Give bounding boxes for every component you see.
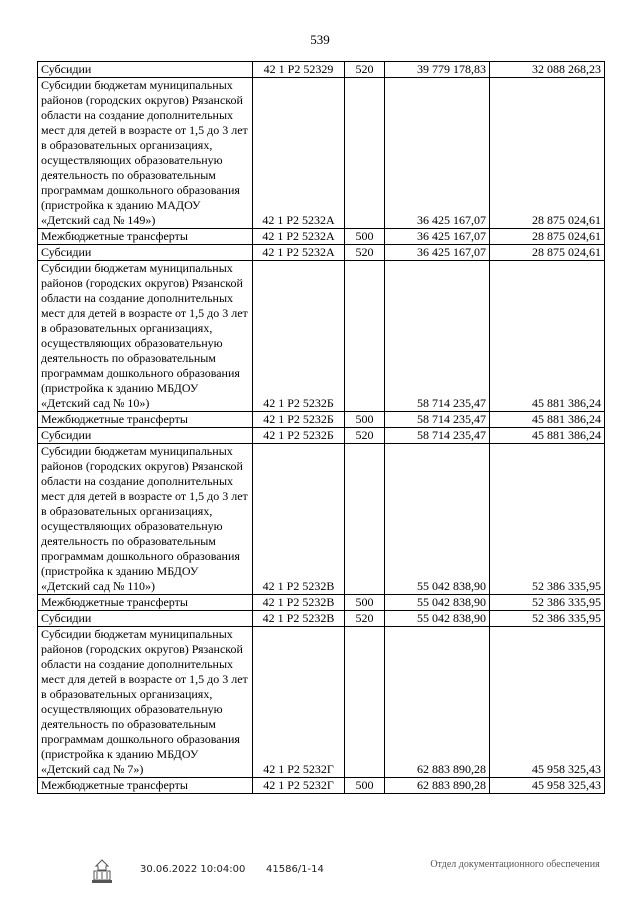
cell-sum-year1: 39 779 178,83	[385, 62, 490, 78]
table-row	[38, 595, 605, 611]
cell-expense-type	[345, 78, 385, 229]
cell-sum-year2: 28 875 024,61	[490, 245, 605, 261]
cell-sum-year1: 55 042 838,90	[385, 611, 490, 627]
cell-sum-year1: 36 425 167,07	[385, 245, 490, 261]
cell-expense-type: 500	[345, 229, 385, 245]
footer-date: 30.06.2022 10:04:00	[140, 864, 246, 875]
cell-code: 42 1 Р2 5232А	[253, 78, 345, 229]
cell-sum-year1: 62 883 890,28	[385, 627, 490, 778]
cell-code: 42 1 Р2 52329	[253, 62, 345, 78]
cell-name: Межбюджетные трансферты	[38, 595, 253, 611]
table-row	[38, 611, 605, 627]
table-row	[38, 627, 605, 778]
cell-code: 42 1 Р2 5232Б	[253, 428, 345, 444]
cell-expense-type	[345, 444, 385, 595]
cell-sum-year2: 52 386 335,95	[490, 444, 605, 595]
cell-expense-type: 520	[345, 611, 385, 627]
budget-table-body	[38, 62, 605, 794]
cell-sum-year2: 28 875 024,61	[490, 229, 605, 245]
footer-department: Отдел документационного обеспечения	[430, 859, 600, 870]
cell-name: Субсидии бюджетам муниципальных районов (городских округов) Рязанской области на создание дополнительных мест для детей в возрасте от 1,5 до 3 лет в образовательных организациях, осуществляющих образовательную деятельность по образовательным программам дошкольного образования (пристройка к зданию МБДОУ «Детский сад № 7»)	[38, 627, 253, 778]
cell-code: 42 1 Р2 5232Б	[253, 412, 345, 428]
document-footer	[0, 858, 640, 898]
cell-sum-year1: 58 714 235,47	[385, 261, 490, 412]
cell-name: Субсидии	[38, 245, 253, 261]
cell-name: Субсидии бюджетам муниципальных районов (городских округов) Рязанской области на создание дополнительных мест для детей в возрасте от 1,5 до 3 лет в образовательных организациях, осуществляющих образовательную деятельность по образовательным программам дошкольного образования (пристройка к зданию МБДОУ «Детский сад № 110»)	[38, 444, 253, 595]
cell-expense-type	[345, 261, 385, 412]
cell-sum-year2: 45 881 386,24	[490, 261, 605, 412]
cell-code: 42 1 Р2 5232В	[253, 444, 345, 595]
cell-sum-year1: 58 714 235,47	[385, 412, 490, 428]
emblem-icon	[88, 858, 116, 886]
cell-code: 42 1 Р2 5232Б	[253, 261, 345, 412]
budget-table	[37, 61, 605, 794]
footer-reg-number: 41586/1-14	[266, 864, 324, 875]
table-row	[38, 245, 605, 261]
cell-sum-year2: 45 881 386,24	[490, 412, 605, 428]
table-row	[38, 62, 605, 78]
cell-sum-year1: 55 042 838,90	[385, 444, 490, 595]
cell-sum-year2: 45 958 325,43	[490, 778, 605, 794]
table-row	[38, 261, 605, 412]
table-row	[38, 428, 605, 444]
cell-sum-year2: 45 958 325,43	[490, 627, 605, 778]
table-row	[38, 229, 605, 245]
cell-code: 42 1 Р2 5232В	[253, 611, 345, 627]
table-row	[38, 412, 605, 428]
cell-expense-type: 520	[345, 245, 385, 261]
cell-expense-type	[345, 627, 385, 778]
cell-name: Субсидии бюджетам муниципальных районов (городских округов) Рязанской области на создание дополнительных мест для детей в возрасте от 1,5 до 3 лет в образовательных организациях, осуществляющих образовательную деятельность по образовательным программам дошкольного образования (пристройка к зданию МАДОУ «Детский сад № 149»)	[38, 78, 253, 229]
cell-name: Межбюджетные трансферты	[38, 412, 253, 428]
table-row	[38, 778, 605, 794]
cell-sum-year2: 28 875 024,61	[490, 78, 605, 229]
cell-code: 42 1 Р2 5232А	[253, 229, 345, 245]
cell-name: Субсидии	[38, 428, 253, 444]
cell-code: 42 1 Р2 5232В	[253, 595, 345, 611]
cell-sum-year1: 36 425 167,07	[385, 78, 490, 229]
cell-name: Субсидии бюджетам муниципальных районов (городских округов) Рязанской области на создание дополнительных мест для детей в возрасте от 1,5 до 3 лет в образовательных организациях, осуществляющих образовательную деятельность по образовательным программам дошкольного образования (пристройка к зданию МБДОУ «Детский сад № 10»)	[38, 261, 253, 412]
cell-name: Межбюджетные трансферты	[38, 229, 253, 245]
cell-code: 42 1 Р2 5232Г	[253, 627, 345, 778]
cell-expense-type: 500	[345, 778, 385, 794]
cell-name: Субсидии	[38, 611, 253, 627]
cell-expense-type: 520	[345, 62, 385, 78]
table-row	[38, 78, 605, 229]
cell-expense-type: 500	[345, 595, 385, 611]
cell-name: Межбюджетные трансферты	[38, 778, 253, 794]
cell-expense-type: 520	[345, 428, 385, 444]
cell-expense-type: 500	[345, 412, 385, 428]
cell-sum-year1: 58 714 235,47	[385, 428, 490, 444]
cell-sum-year1: 36 425 167,07	[385, 229, 490, 245]
cell-name: Субсидии	[38, 62, 253, 78]
cell-sum-year2: 52 386 335,95	[490, 611, 605, 627]
page-number: 539	[310, 32, 330, 47]
cell-sum-year2: 32 088 268,23	[490, 62, 605, 78]
cell-sum-year1: 55 042 838,90	[385, 595, 490, 611]
cell-code: 42 1 Р2 5232Г	[253, 778, 345, 794]
cell-sum-year2: 52 386 335,95	[490, 595, 605, 611]
cell-sum-year2: 45 881 386,24	[490, 428, 605, 444]
cell-code: 42 1 Р2 5232А	[253, 245, 345, 261]
table-row	[38, 444, 605, 595]
cell-sum-year1: 62 883 890,28	[385, 778, 490, 794]
